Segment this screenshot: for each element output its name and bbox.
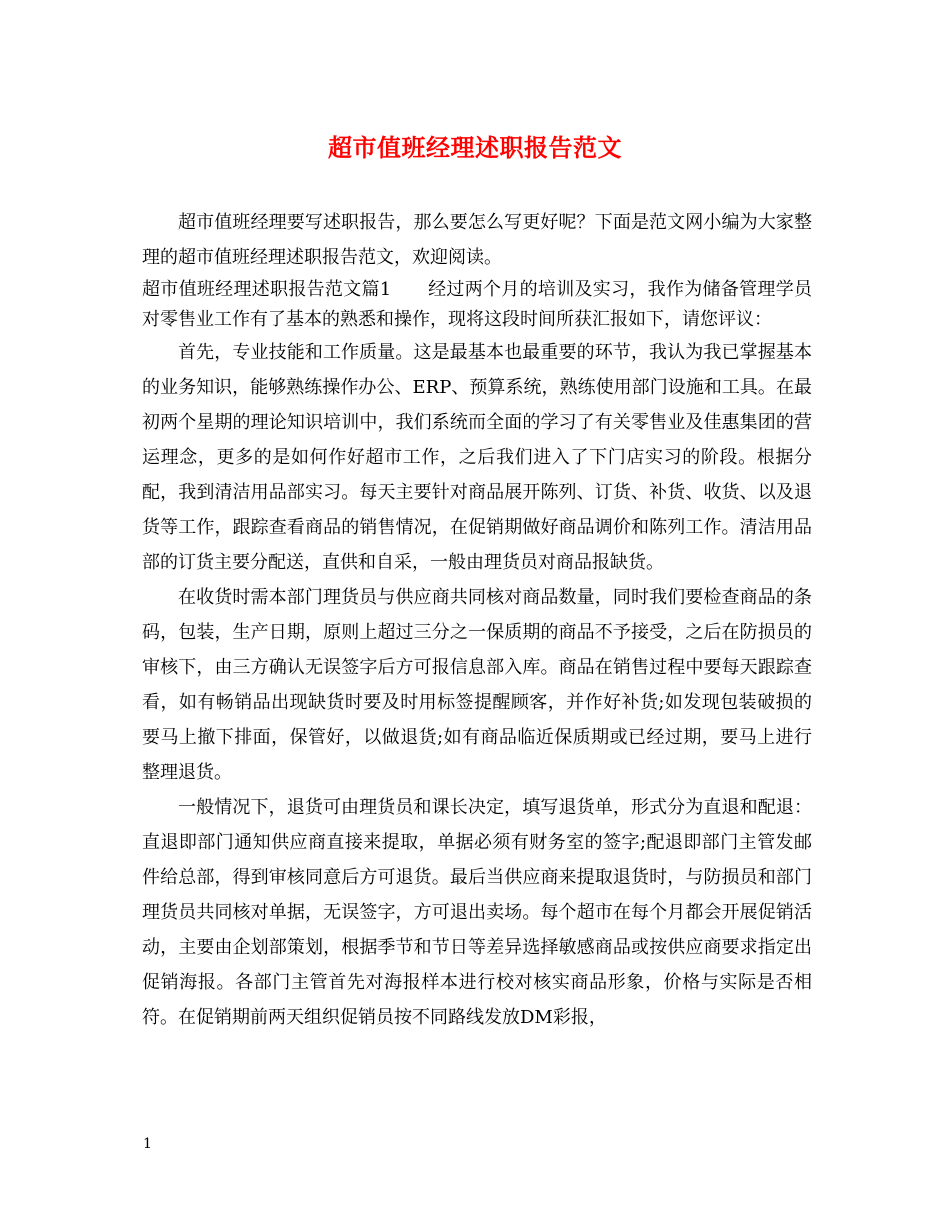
page-number: 1 [143,1136,152,1152]
intro-paragraph: 超市值班经理要写述职报告，那么要怎么写更好呢？下面是范文网小编为大家整理的超市值班经理述职报告范文，欢迎阅读。 [142,212,812,268]
document-body [142,205,812,1035]
body-paragraph-2: 在收货时需本部门理货员与供应商共同核对商品数量，同时我们要检查商品的条码，包装，生产日期，原则上超过三分之一保质期的商品不予接受，之后在防损员的审核下，由三方确认无误签字后方可报信息部入库。商品在销售过程中要每天跟踪查看，如有畅销品出现缺货时要及时用标签提醒顾客，并作好补货;如发现包装破损的要马上撤下排面，保管好，以做退货;如有商品临近保质期或已经过期，要马上进行整理退货。 [142,587,812,783]
section-heading-paragraph: 超市值班经理述职报告范文篇1 经过两个月的培训及实习，我作为储备管理学员对零售业工作有了基本的熟悉和操作，现将这段时间所获汇报如下，请您评议： [142,279,812,330]
body-paragraph-3: 一般情况下，退货可由理货员和课长决定，填写退货单，形式分为直退和配退：直退即部门通知供应商直接来提取，单据必须有财务室的签字;配退即部门主管发邮件给总部，得到审核同意后方可退货。最后当供应商来提取退货时，与防损员和部门理货员共同核对单据，无误签字，方可退出卖场。每个超市在每个月都会开展促销活动，主要由企划部策划，根据季节和节日等差异选择敏感商品或按供应商要求指定出促销海报。各部门主管首先对海报样本进行校对核实商品形象，价格与实际是否相符。在促销期前两天组织促销员按不同路线发放DM彩报， [142,797,812,1028]
body-paragraph-1: 首先，专业技能和工作质量。这是最基本也最重要的环节，我认为我已掌握基本的业务知识，能够熟练操作办公、ERP、预算系统，熟练使用部门设施和工具。在最初两个星期的理论知识培训中，我们系统而全面的学习了有关零售业及佳惠集团的营运理念，更多的是如何作好超市工作，之后我们进入了下门店实习的阶段。根据分配，我到清洁用品部实习。每天主要针对商品展开陈列、订货、补货、收货、以及退货等工作，跟踪查看商品的销售情况，在促销期做好商品调价和陈列工作。清洁用品部的订货主要分配送，直供和自采，一般由理货员对商品报缺货。 [142,342,812,573]
document-title: 超市值班经理述职报告范文 [328,133,622,162]
